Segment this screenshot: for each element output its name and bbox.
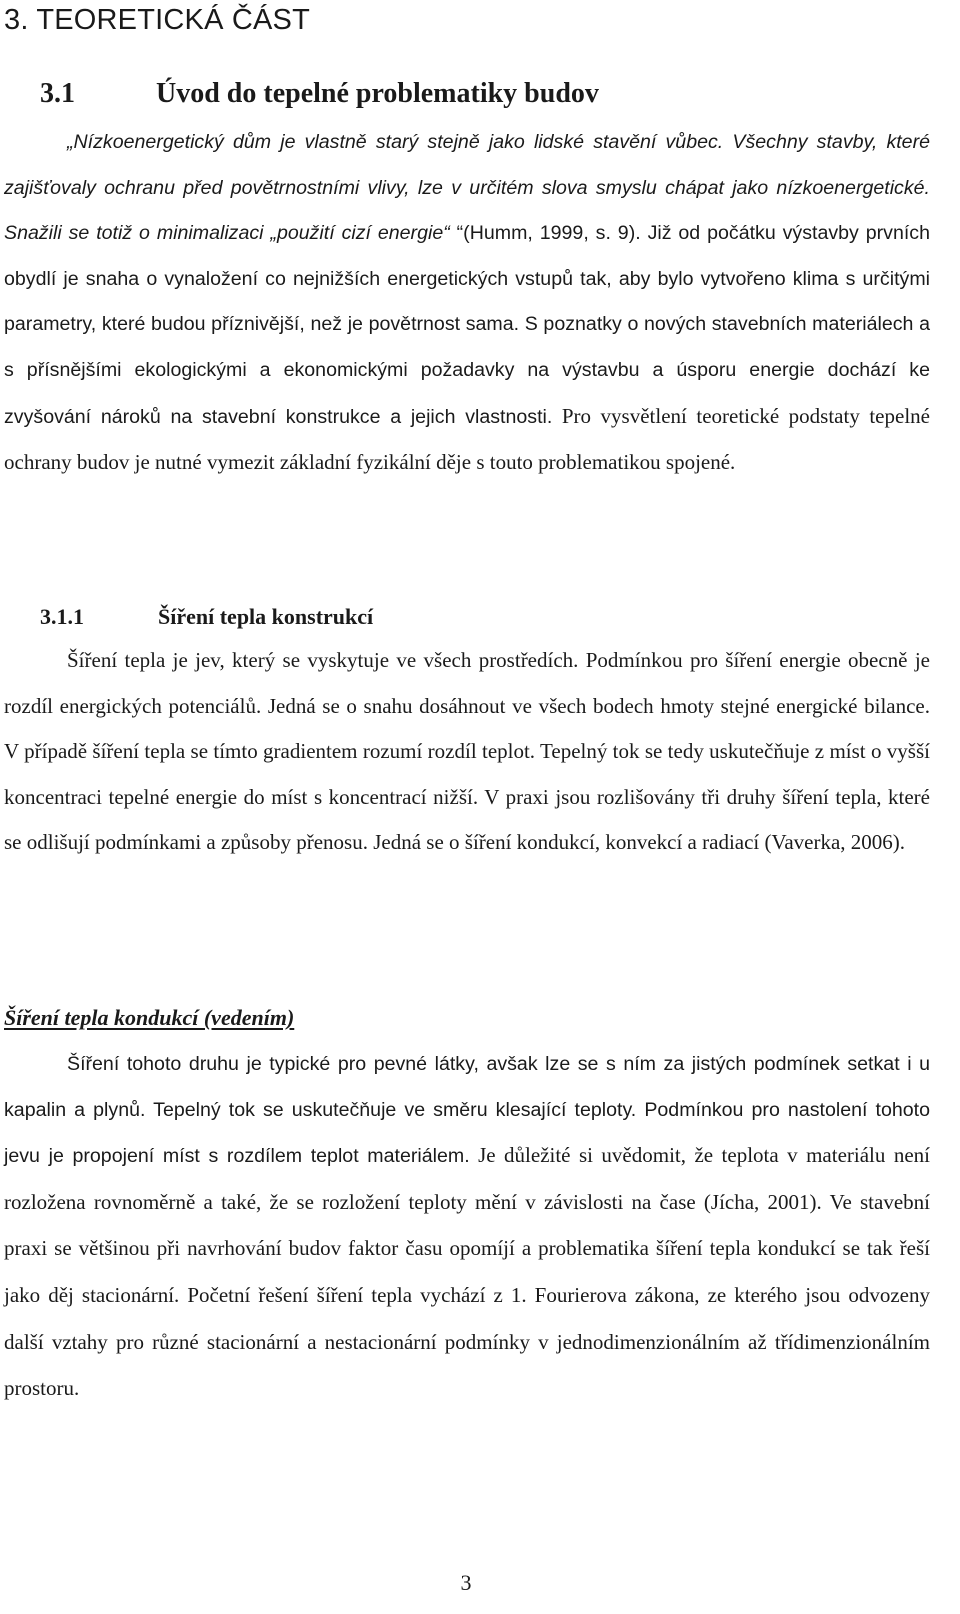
heat-transfer-paragraph: Šíření tepla je jev, který se vyskytuje ve všech prostředích. Podmínkou pro šíření energie obecně je rozdíl energických potenciálů. Jedná se o snahu dosáhnout ve všech bodech hmoty stejné energické bilance. V případě šíření tepla se tímto gradientem rozumí rozdíl teplot. Tepelný tok se tedy uskutečňuje z míst o vyšší koncentraci tepelné energie do míst s koncentrací nižší. V praxi jsou rozlišovány tři druhy šíření tepla, které se odlišují podmínkami a způsoby přenosu. Jedná se o šíření kondukcí, konvekcí a radiací (Vaverka, 2006). — [4, 648, 930, 855]
page-number: 3 — [460, 1570, 472, 1595]
intro-text-serif: Pro vysvětlení teoretické podstaty tepelné ochrany budov je nutné vymezit základní fyzikální děje s touto problematikou spojené. — [4, 403, 930, 475]
subsection-heading — [40, 602, 373, 632]
conduction-text-serif: Je důležité si uvědomit, že teplota v materiálu není rozložena rovnoměrně a také, že se rozložení teploty mění v závislosti na čase (Jícha, 2001). Ve stavební praxi se většinou při navrhování budov faktor času opomíjí a problematika šíření tepla kondukcí se tak řeší jako děj stacionární. Početní řešení šíření tepla vychází z 1. Fourierova zákona, ze kterého jsou odvozeny další vztahy pro různé stacionární a nestacionární podmínky v jednodimenzionálním až třídimenzionálním prostoru. — [4, 1143, 930, 1401]
section-heading — [40, 76, 599, 112]
conduction-text: Šíření tohoto druhu je typické pro pevné látky, avšak lze se s ním za jistých podmínek setkat i u kapalin a plynů. Tepelný tok se uskutečňuje ve směru klesající teploty. Podmínkou pro nastolení tohoto jevu je propojení míst s rozdílem teplot materiálem. — [4, 1053, 930, 1168]
conduction-heading: Šíření tepla kondukcí (vedením) — [4, 1005, 295, 1030]
intro-quote: „Nízkoenergetický dům je vlastně starý stejně jako lidské stavění vůbec. Všechny stavby, které zajišťovaly ochranu před povětrnostními vlivy, lze v určitém slova smyslu chápat jako nízkoenergetické. Snažili se totiž o minimalizaci „použití cizí energie“ — [4, 131, 930, 245]
subsection-title: Šíření tepla konstrukcí — [158, 604, 374, 629]
section-number: 3.1 — [40, 78, 75, 109]
chapter-title: 3. TEORETICKÁ ČÁST — [4, 4, 311, 36]
intro-text: Již od počátku výstavby prvních obydlí je snaha o vynaložení co nejnižších energetických vstupů tak, aby bylo vytvořeno klima s určitými parametry, které budou příznivější, než je povětrnost sama. S poznatky o nových stavebních materiálech a s přísnějšími ekologickými a ekonomickými požadavky na výstavbu a úsporu energie dochází ke zvyšování nároků na stavební konstrukce a jejich vlastnosti. — [4, 222, 930, 428]
subsection-number: 3.1.1 — [40, 604, 84, 629]
intro-paragraph — [4, 120, 930, 487]
section-title: Úvod do tepelné problematiky budov — [156, 78, 599, 109]
conduction-paragraph — [4, 1042, 930, 1413]
intro-citation: “(Humm, 1999, s. 9). — [449, 222, 641, 245]
